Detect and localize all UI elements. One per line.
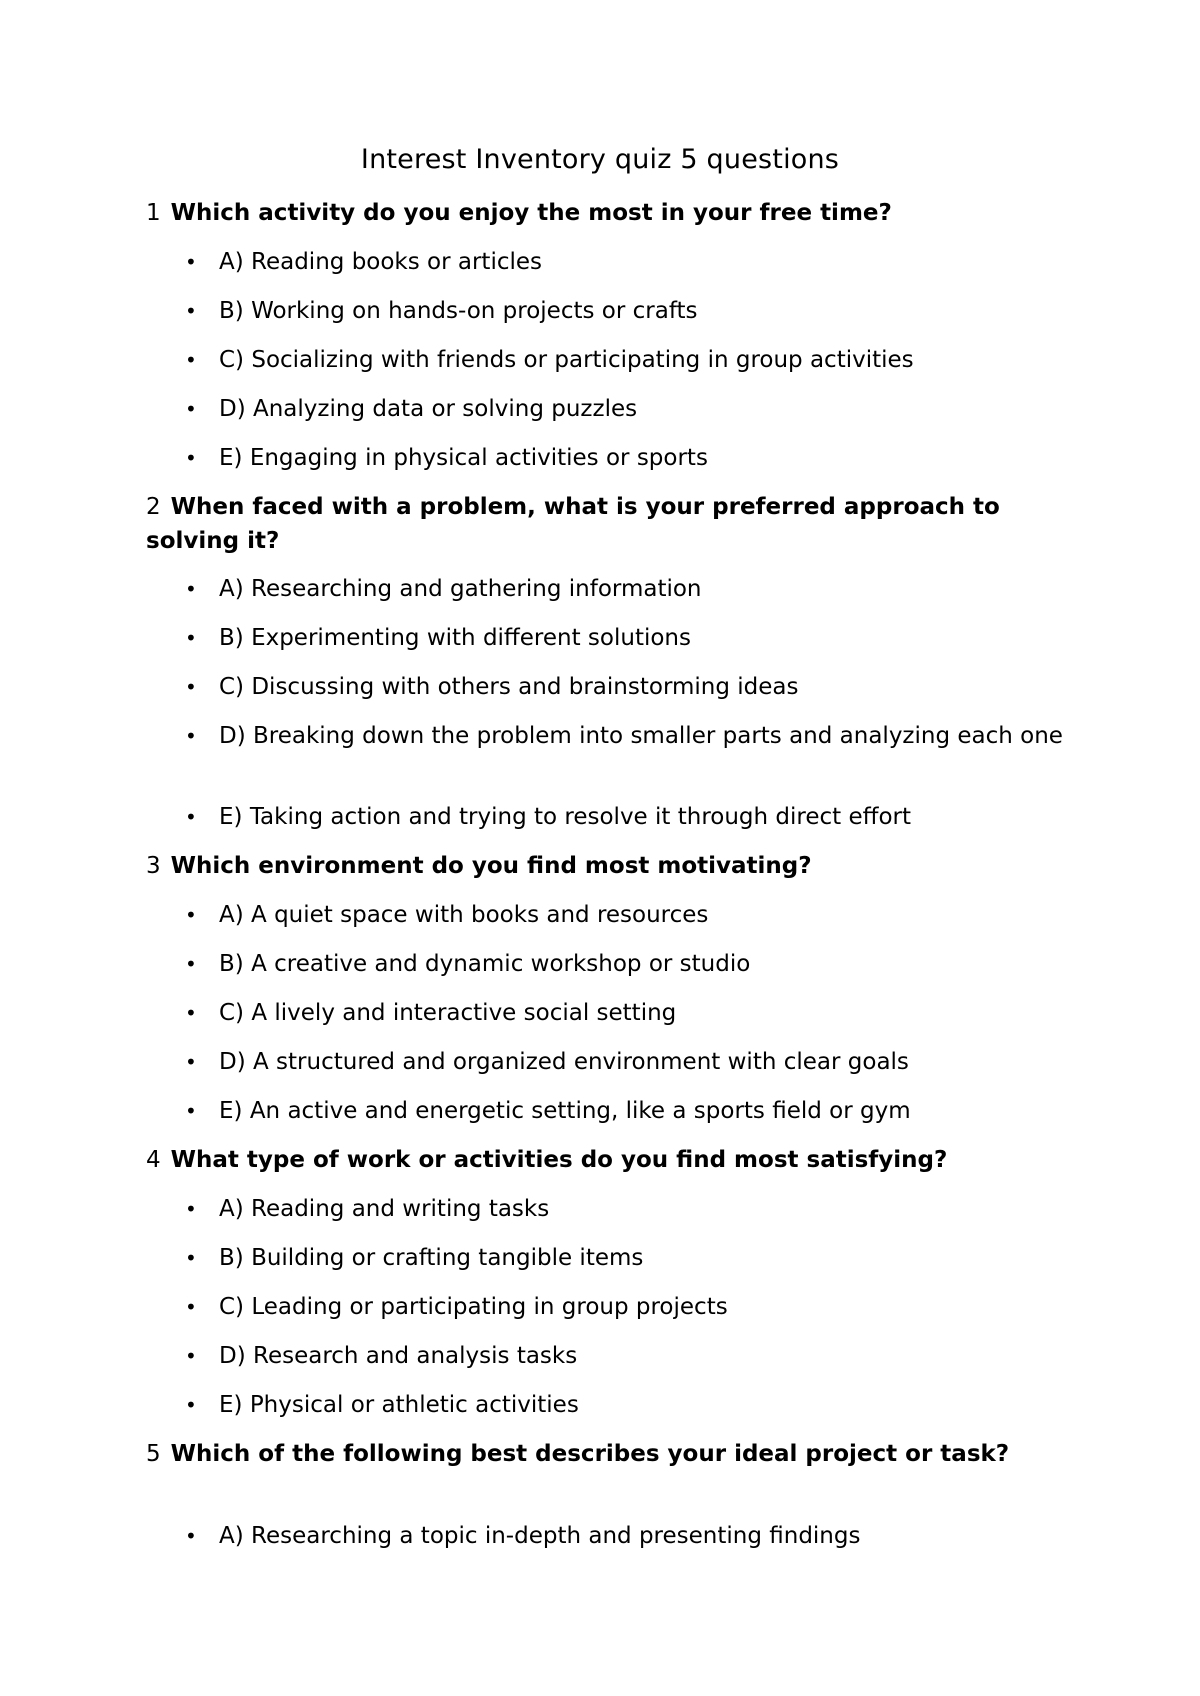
list-item [185, 800, 1075, 834]
list-item [185, 1094, 1075, 1128]
question-text: Which activity do you enjoy the most in your free time? [170, 200, 892, 226]
bullet-icon: • [185, 1344, 197, 1368]
option-text: D) A structured and organized environment with clear goals [219, 1049, 909, 1075]
option-text: C) Socializing with friends or participating in group activities [219, 347, 914, 373]
question-4 [146, 1143, 1066, 1177]
bullet-icon: • [185, 577, 197, 601]
list-item [185, 1388, 1075, 1422]
option-text: B) A creative and dynamic workshop or studio [219, 951, 751, 977]
bullet-icon: • [185, 1295, 197, 1319]
question-text: When faced with a problem, what is your preferred approach to solving it? [146, 494, 1000, 554]
option-text: B) Working on hands-on projects or crafts [219, 298, 698, 324]
bullet-icon: • [185, 1050, 197, 1074]
bullet-icon: • [185, 1524, 197, 1548]
bullet-icon: • [185, 397, 197, 421]
question-5 [146, 1437, 1066, 1471]
list-item [185, 947, 1075, 981]
list-item [185, 1241, 1075, 1275]
question-number: 4 [146, 1147, 161, 1173]
option-text: E) Physical or athletic activities [219, 1392, 579, 1418]
bullet-icon: • [185, 1001, 197, 1025]
bullet-icon: • [185, 724, 197, 748]
list-item [185, 245, 1075, 279]
question-number: 1 [146, 200, 161, 226]
list-item [185, 670, 1075, 704]
list-item [185, 1290, 1075, 1324]
bullet-icon: • [185, 1246, 197, 1270]
bullet-icon: • [185, 446, 197, 470]
bullet-icon: • [185, 903, 197, 927]
question-text: Which environment do you find most motivating? [170, 853, 812, 879]
option-text: D) Research and analysis tasks [219, 1343, 578, 1369]
option-text: E) An active and energetic setting, like a sports field or gym [219, 1098, 911, 1124]
bullet-icon: • [185, 299, 197, 323]
question-number: 2 [146, 494, 161, 520]
bullet-icon: • [185, 952, 197, 976]
question-number: 3 [146, 853, 161, 879]
list-item [185, 719, 1075, 753]
bullet-icon: • [185, 348, 197, 372]
option-text: A) Reading and writing tasks [219, 1196, 550, 1222]
bullet-icon: • [185, 626, 197, 650]
option-text: C) A lively and interactive social setting [219, 1000, 677, 1026]
list-item [185, 1045, 1075, 1079]
bullet-icon: • [185, 250, 197, 274]
bullet-icon: • [185, 805, 197, 829]
option-text: D) Analyzing data or solving puzzles [219, 396, 638, 422]
list-item [185, 996, 1075, 1030]
list-item [185, 392, 1075, 426]
question-text: What type of work or activities do you find most satisfying? [170, 1147, 948, 1173]
question-3 [146, 849, 1066, 883]
option-text: B) Experimenting with different solutions [219, 625, 691, 651]
list-item [185, 1339, 1075, 1373]
question-number: 5 [146, 1441, 161, 1467]
question-1 [146, 196, 1066, 230]
list-item [185, 572, 1075, 606]
question-2 [146, 490, 1066, 558]
option-text: C) Leading or participating in group projects [219, 1294, 728, 1320]
list-item [185, 294, 1075, 328]
option-text: A) A quiet space with books and resources [219, 902, 709, 928]
list-item [185, 621, 1075, 655]
option-text: C) Discussing with others and brainstorming ideas [219, 674, 799, 700]
option-text: A) Researching a topic in-depth and presenting findings [219, 1523, 861, 1549]
question-text: Which of the following best describes your ideal project or task? [170, 1441, 1010, 1467]
option-text: D) Breaking down the problem into smaller parts and analyzing each one [219, 723, 1063, 749]
option-text: E) Engaging in physical activities or sports [219, 445, 708, 471]
list-item [185, 1192, 1075, 1226]
bullet-icon: • [185, 1197, 197, 1221]
option-text: E) Taking action and trying to resolve it through direct effort [219, 804, 912, 830]
option-text: B) Building or crafting tangible items [219, 1245, 644, 1271]
option-text: A) Researching and gathering information [219, 576, 702, 602]
document-title: Interest Inventory quiz 5 questions [360, 144, 840, 175]
list-item [185, 343, 1075, 377]
bullet-icon: • [185, 1393, 197, 1417]
bullet-icon: • [185, 1099, 197, 1123]
option-text: A) Reading books or articles [219, 249, 543, 275]
list-item [185, 441, 1075, 475]
list-item [185, 898, 1075, 932]
bullet-icon: • [185, 675, 197, 699]
list-item [185, 1519, 1075, 1553]
